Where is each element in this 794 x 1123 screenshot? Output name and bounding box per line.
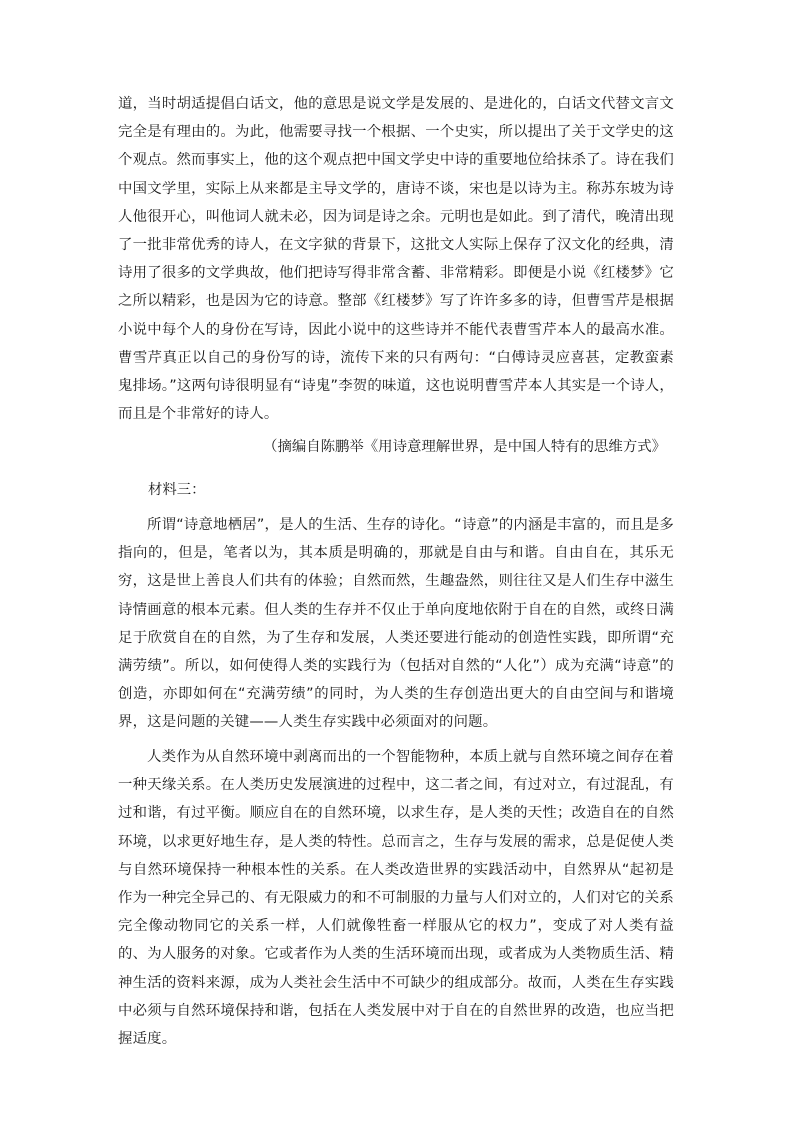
paragraph-material-three-1: 所谓“诗意地栖居”，是人的生活、生存的诗化。“诗意”的内涵是丰富的，而且是多指向的，但是，笔者以为，其本质是明确的，那就是自由与和谐。自由自在，其乐无穷，这是世上善良人们共有的体验；自然而然，生趣盎然，则往往又是人们生存中滋生诗情画意的根本元素。但人类的生存并不仅止于单向度地依附于自在的自然，或终日满足于欣赏自在的自然，为了生存和发展，人类还要进行能动的创造性实践，即所谓“充满劳绩”。所以，如何使得人类的实践行为（包括对自然的“人化”）成为充满“诗意”的创造，亦即如何在“充满劳绩”的同时，为人类的生存创造出更大的自由空间与和谐境界，这是问题的关键——人类生存实践中必须面对的问题。	[118, 517, 674, 731]
paragraph-material-two-end: 道，当时胡适提倡白话文，他的意思是说文学是发展的、是进化的，白话文代替文言文完全是有理由的。为此，他需要寻找一个根据、一个史实，所以提出了关于文学史的这个观点。然而事实上，他的这个观点把中国文学史中诗的重要地位给抹杀了。诗在我们中国文学里，实际上从来都是主导文学的，唐诗不谈，宋也是以诗为主。称苏东坡为诗人他很开心，叫他词人就未必，因为词是诗之余。元明也是如此。到了清代，晚清出现了一批非常优秀的诗人，在文字狱的背景下，这批文人实际上保存了汉文化的经典，清诗用了很多的文学典故，他们把诗写得非常含蓄、非常精彩。即便是小说《红楼梦》它之所以精彩，也是因为它的诗意。整部《红楼梦》写了许许多多的诗，但曹雪芹是根据小说中每个人的身份在写诗，因此小说中的这些诗并不能代表曹雪芹本人的最高水准。曹雪芹真正以自己的身份写的诗，流传下来的只有两句：“白傅诗灵应喜甚，定教蛮素鬼排场。”这两句诗很明显有“诗鬼”李贺的味道，这也说明曹雪芹本人其实是一个诗人，而且是个非常好的诗人。	[118, 96, 674, 423]
citation: （摘编自陈鹏举《用诗意理解世界，是中国人特有的思维方式》	[263, 439, 666, 455]
section-title-material-three: 材料三：	[148, 482, 206, 498]
paragraph-material-three-2: 人类作为从自然环境中剥离而出的一个智能物种，本质上就与自然环境之间存在着一种天缘关系。在人类历史发展演进的过程中，这二者之间，有过对立，有过混乱，有过和谐，有过平衡。顺应自在的自然环境，以求生存，是人类的天性；改造自在的自然环境，以求更好地生存，是人类的特性。总而言之，生存与发展的需求，总是促使人类与自然环境保持一种根本性的关系。在人类改造世界的实践活动中，自然界从“起初是作为一种完全异己的、有无限威力的和不可制服的力量与人们对立的，人们对它的关系完全像动物同它的关系一样，人们就像牲畜一样服从它的权力”，变成了对人类有益的、为人服务的对象。它或者作为人类的生活环境而出现，或者成为人类物质生活、精神生活的资料来源，成为人类社会生活中不可缺少的组成部分。故而，人类在生存实践中必须与自然环境保持和谐，包括在人类发展中对于自在的自然世界的改造，也应当把握适度。	[118, 749, 674, 1048]
